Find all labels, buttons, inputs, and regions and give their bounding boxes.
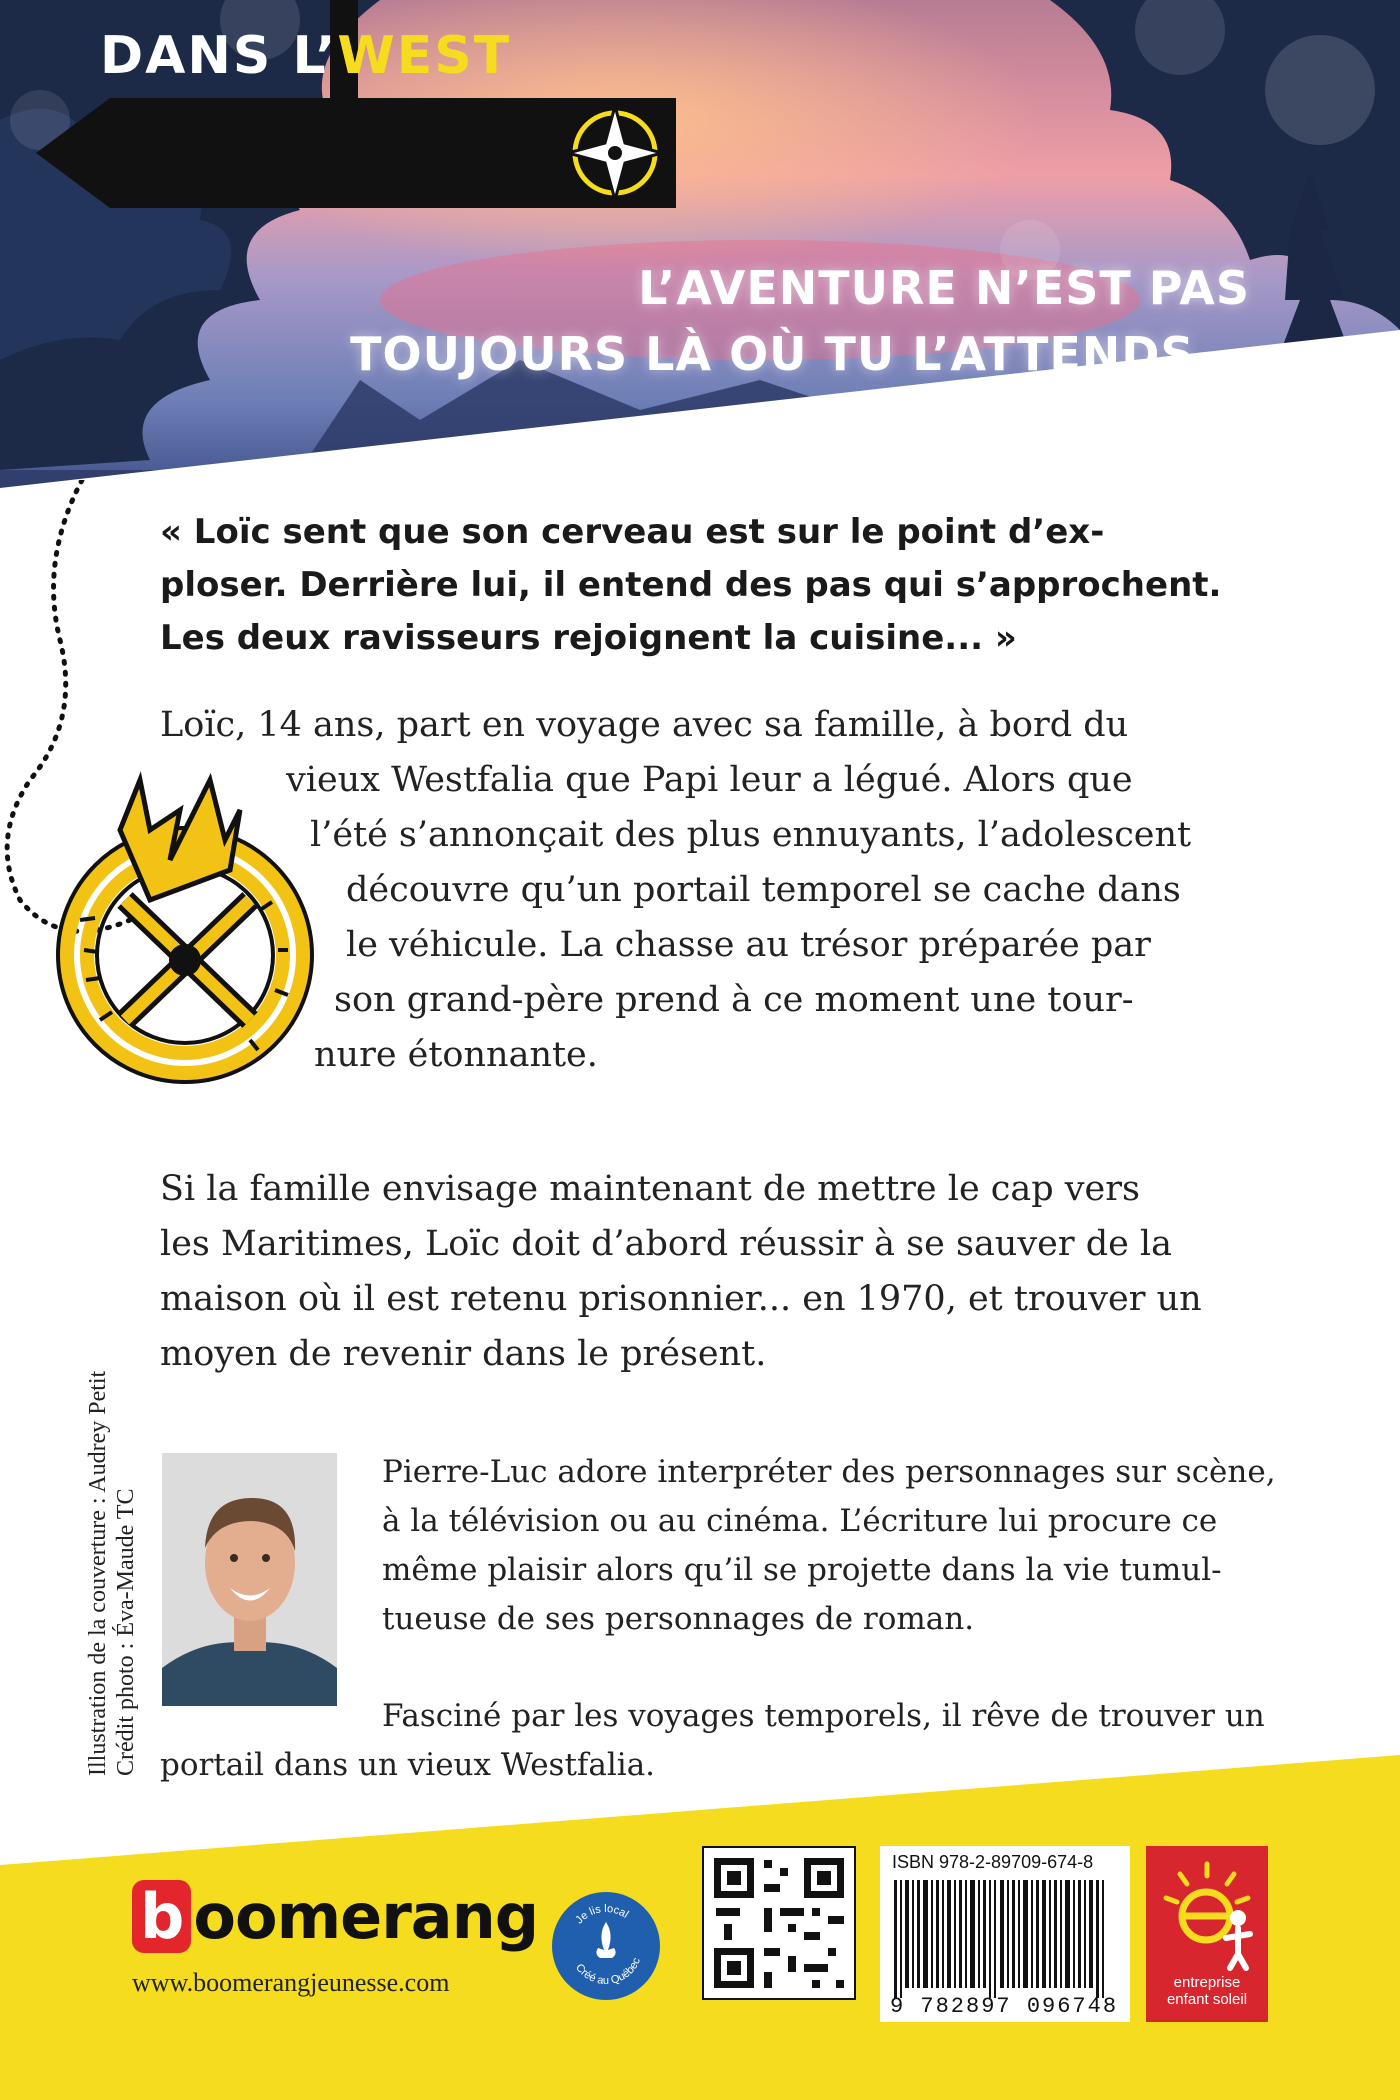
photo-credit: Crédit photo : Éva-Maude TC bbox=[113, 1488, 139, 1776]
enfant-soleil-text bbox=[1146, 1974, 1268, 2008]
child-figure-icon bbox=[1226, 1928, 1250, 1968]
bio-line: Pierre-Luc adore interpréter des personnages sur scène, bbox=[382, 1454, 1276, 1490]
tagline-line-2: TOUJOURS LÀ OÙ TU L’ATTENDS... bbox=[350, 327, 1250, 381]
pull-quote bbox=[160, 506, 1260, 665]
summary-line: son grand-père prend à ce moment une tour- bbox=[334, 980, 1134, 1020]
qr-code[interactable] bbox=[702, 1846, 856, 2000]
quote-line: Les deux ravisseurs rejoignent la cuisine... » bbox=[160, 618, 1017, 658]
enfant-soleil-logo bbox=[1146, 1846, 1268, 2022]
isbn-digits: 9 782897 096748 bbox=[890, 1994, 1119, 2019]
summary-line: maison où il est retenu prisonnier... en 1970, et trouver un bbox=[160, 1279, 1202, 1319]
summary-line: vieux Westfalia que Papi leur a légué. Alors que bbox=[286, 760, 1133, 800]
tagline-line-1: L’AVENTURE N’EST PAS bbox=[638, 261, 1250, 315]
summary-line: Loïc, 14 ans, part en voyage avec sa famille, à bord du bbox=[160, 705, 1129, 745]
summary-line: moyen de revenir dans le présent. bbox=[160, 1334, 767, 1374]
cover-illustration-credit: Illustration de la couverture : Audrey Petit bbox=[85, 1370, 111, 1776]
isbn-barcode bbox=[880, 1846, 1130, 2022]
svg-text:Créé au Québec bbox=[573, 1956, 643, 1987]
publisher-url[interactable]: www.boomerangjeunesse.com bbox=[132, 1968, 450, 1997]
bio-line: Fasciné par les voyages temporels, il rêve de trouver un bbox=[382, 1698, 1265, 1734]
enfant-soleil-line-1: entreprise bbox=[1173, 1974, 1241, 1991]
publisher-logo bbox=[132, 1880, 538, 1953]
publisher-logo-text: oomerang bbox=[193, 1880, 539, 1953]
series-title-prefix: DANS L’ bbox=[100, 26, 338, 86]
cover-credits bbox=[84, 1316, 140, 1776]
isbn-label: ISBN 978-2-89709-674-8 bbox=[892, 1852, 1094, 1872]
summary-line: l’été s’annonçait des plus ennuyants, l’adolescent bbox=[310, 815, 1192, 855]
series-title bbox=[100, 26, 511, 86]
badge-top-text: Je lis local bbox=[573, 1902, 631, 1927]
summary-paragraph-1 bbox=[0, 698, 1400, 1083]
bio-line: à la télévision ou au cinéma. L’écriture lui procure ce bbox=[382, 1503, 1218, 1539]
hero-banner bbox=[0, 0, 1400, 500]
author-photo bbox=[162, 1453, 337, 1706]
summary-line: les Maritimes, Loïc doit d’abord réussir à se sauver de la bbox=[160, 1224, 1172, 1264]
summary-line: découvre qu’un portail temporel se cache dans bbox=[346, 870, 1181, 910]
enfant-soleil-line-2: enfant soleil bbox=[1166, 1991, 1248, 2008]
publisher-logo-initial: b bbox=[132, 1880, 191, 1953]
fleur-de-lis-icon bbox=[596, 1922, 615, 1958]
summary-line: Si la famille envisage maintenant de mettre le cap vers bbox=[160, 1169, 1140, 1209]
quote-line: « Loïc sent que son cerveau est sur le point d’ex- bbox=[160, 512, 1105, 552]
bio-line: même plaisir alors qu’il se projette dans la vie tumul- bbox=[382, 1552, 1222, 1588]
tagline bbox=[350, 255, 1250, 387]
summary-line: le véhicule. La chasse au trésor préparée par bbox=[346, 925, 1151, 965]
bio-line: tueuse de ses personnages de roman. bbox=[382, 1601, 975, 1637]
quote-line: ploser. Derrière lui, il entend des pas qui s’approchent. bbox=[160, 565, 1222, 605]
badge-bottom-text: Créé au Québec bbox=[573, 1956, 643, 1988]
series-title-highlight: WEST bbox=[337, 26, 512, 86]
summary-paragraph-2 bbox=[160, 1162, 1202, 1382]
author-bio bbox=[382, 1448, 1276, 1644]
svg-text:Je lis local bbox=[573, 1903, 630, 1926]
summary-line: nure étonnante. bbox=[314, 1035, 598, 1075]
bio-line: portail dans un vieux Westfalia. bbox=[160, 1747, 656, 1783]
local-badge bbox=[552, 1892, 660, 2000]
